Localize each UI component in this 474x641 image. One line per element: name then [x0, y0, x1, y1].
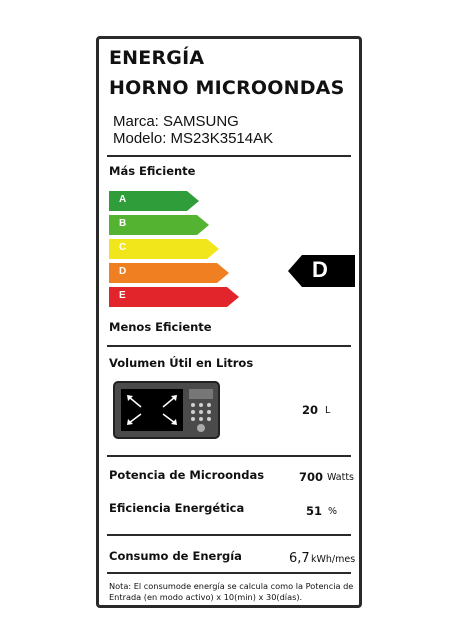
efficiency-value: 51 — [306, 504, 323, 518]
power-label: Potencia de Microondas — [109, 468, 265, 482]
footnote: Nota: El consumode energía se calcula como la Potencia de Entrada (en modo activo) x 10(min) x 30(días). — [109, 581, 354, 602]
energy-label — [96, 36, 362, 608]
efficiency-bar-letter: B — [119, 218, 127, 229]
efficiency-bar-letter: D — [119, 266, 127, 277]
efficiency-label: Eficiencia Energética — [109, 501, 245, 515]
label-title: ENERGÍA — [109, 47, 205, 69]
microwave-icon — [113, 381, 220, 439]
volume-label: Volumen Útil en Litros — [109, 356, 254, 370]
efficiency-bar-letter: A — [119, 194, 127, 205]
divider — [107, 345, 351, 347]
power-value: 700 — [299, 470, 324, 484]
brand-text: Marca: SAMSUNG — [113, 113, 239, 130]
most-efficient-label: Más Eficiente — [109, 164, 196, 178]
product-type-title: HORNO MICROONDAS — [109, 77, 345, 99]
efficiency-bar-c — [109, 239, 219, 259]
divider — [107, 534, 351, 536]
divider — [107, 155, 351, 157]
consumption-unit: kWh/mes — [311, 554, 356, 565]
efficiency-bar-a — [109, 191, 199, 211]
volume-value: 20 — [302, 403, 319, 417]
rating-letter: D — [312, 257, 328, 282]
efficiency-bar-letter: C — [119, 242, 127, 253]
efficiency-bar-e — [109, 287, 239, 307]
divider — [107, 455, 351, 457]
efficiency-unit: % — [328, 506, 338, 517]
rating-arrow — [288, 255, 355, 287]
efficiency-bar-letter: E — [119, 290, 126, 301]
divider — [107, 572, 351, 574]
efficiency-bar-b — [109, 215, 209, 235]
model-text: Modelo: MS23K3514AK — [113, 130, 274, 147]
consumption-label: Consumo de Energía — [109, 549, 242, 563]
efficiency-bar-d — [109, 263, 229, 283]
power-unit: Watts — [327, 472, 355, 483]
consumption-value: 6,7 — [289, 551, 310, 566]
least-efficient-label: Menos Eficiente — [109, 320, 212, 334]
volume-unit: L — [325, 405, 331, 416]
